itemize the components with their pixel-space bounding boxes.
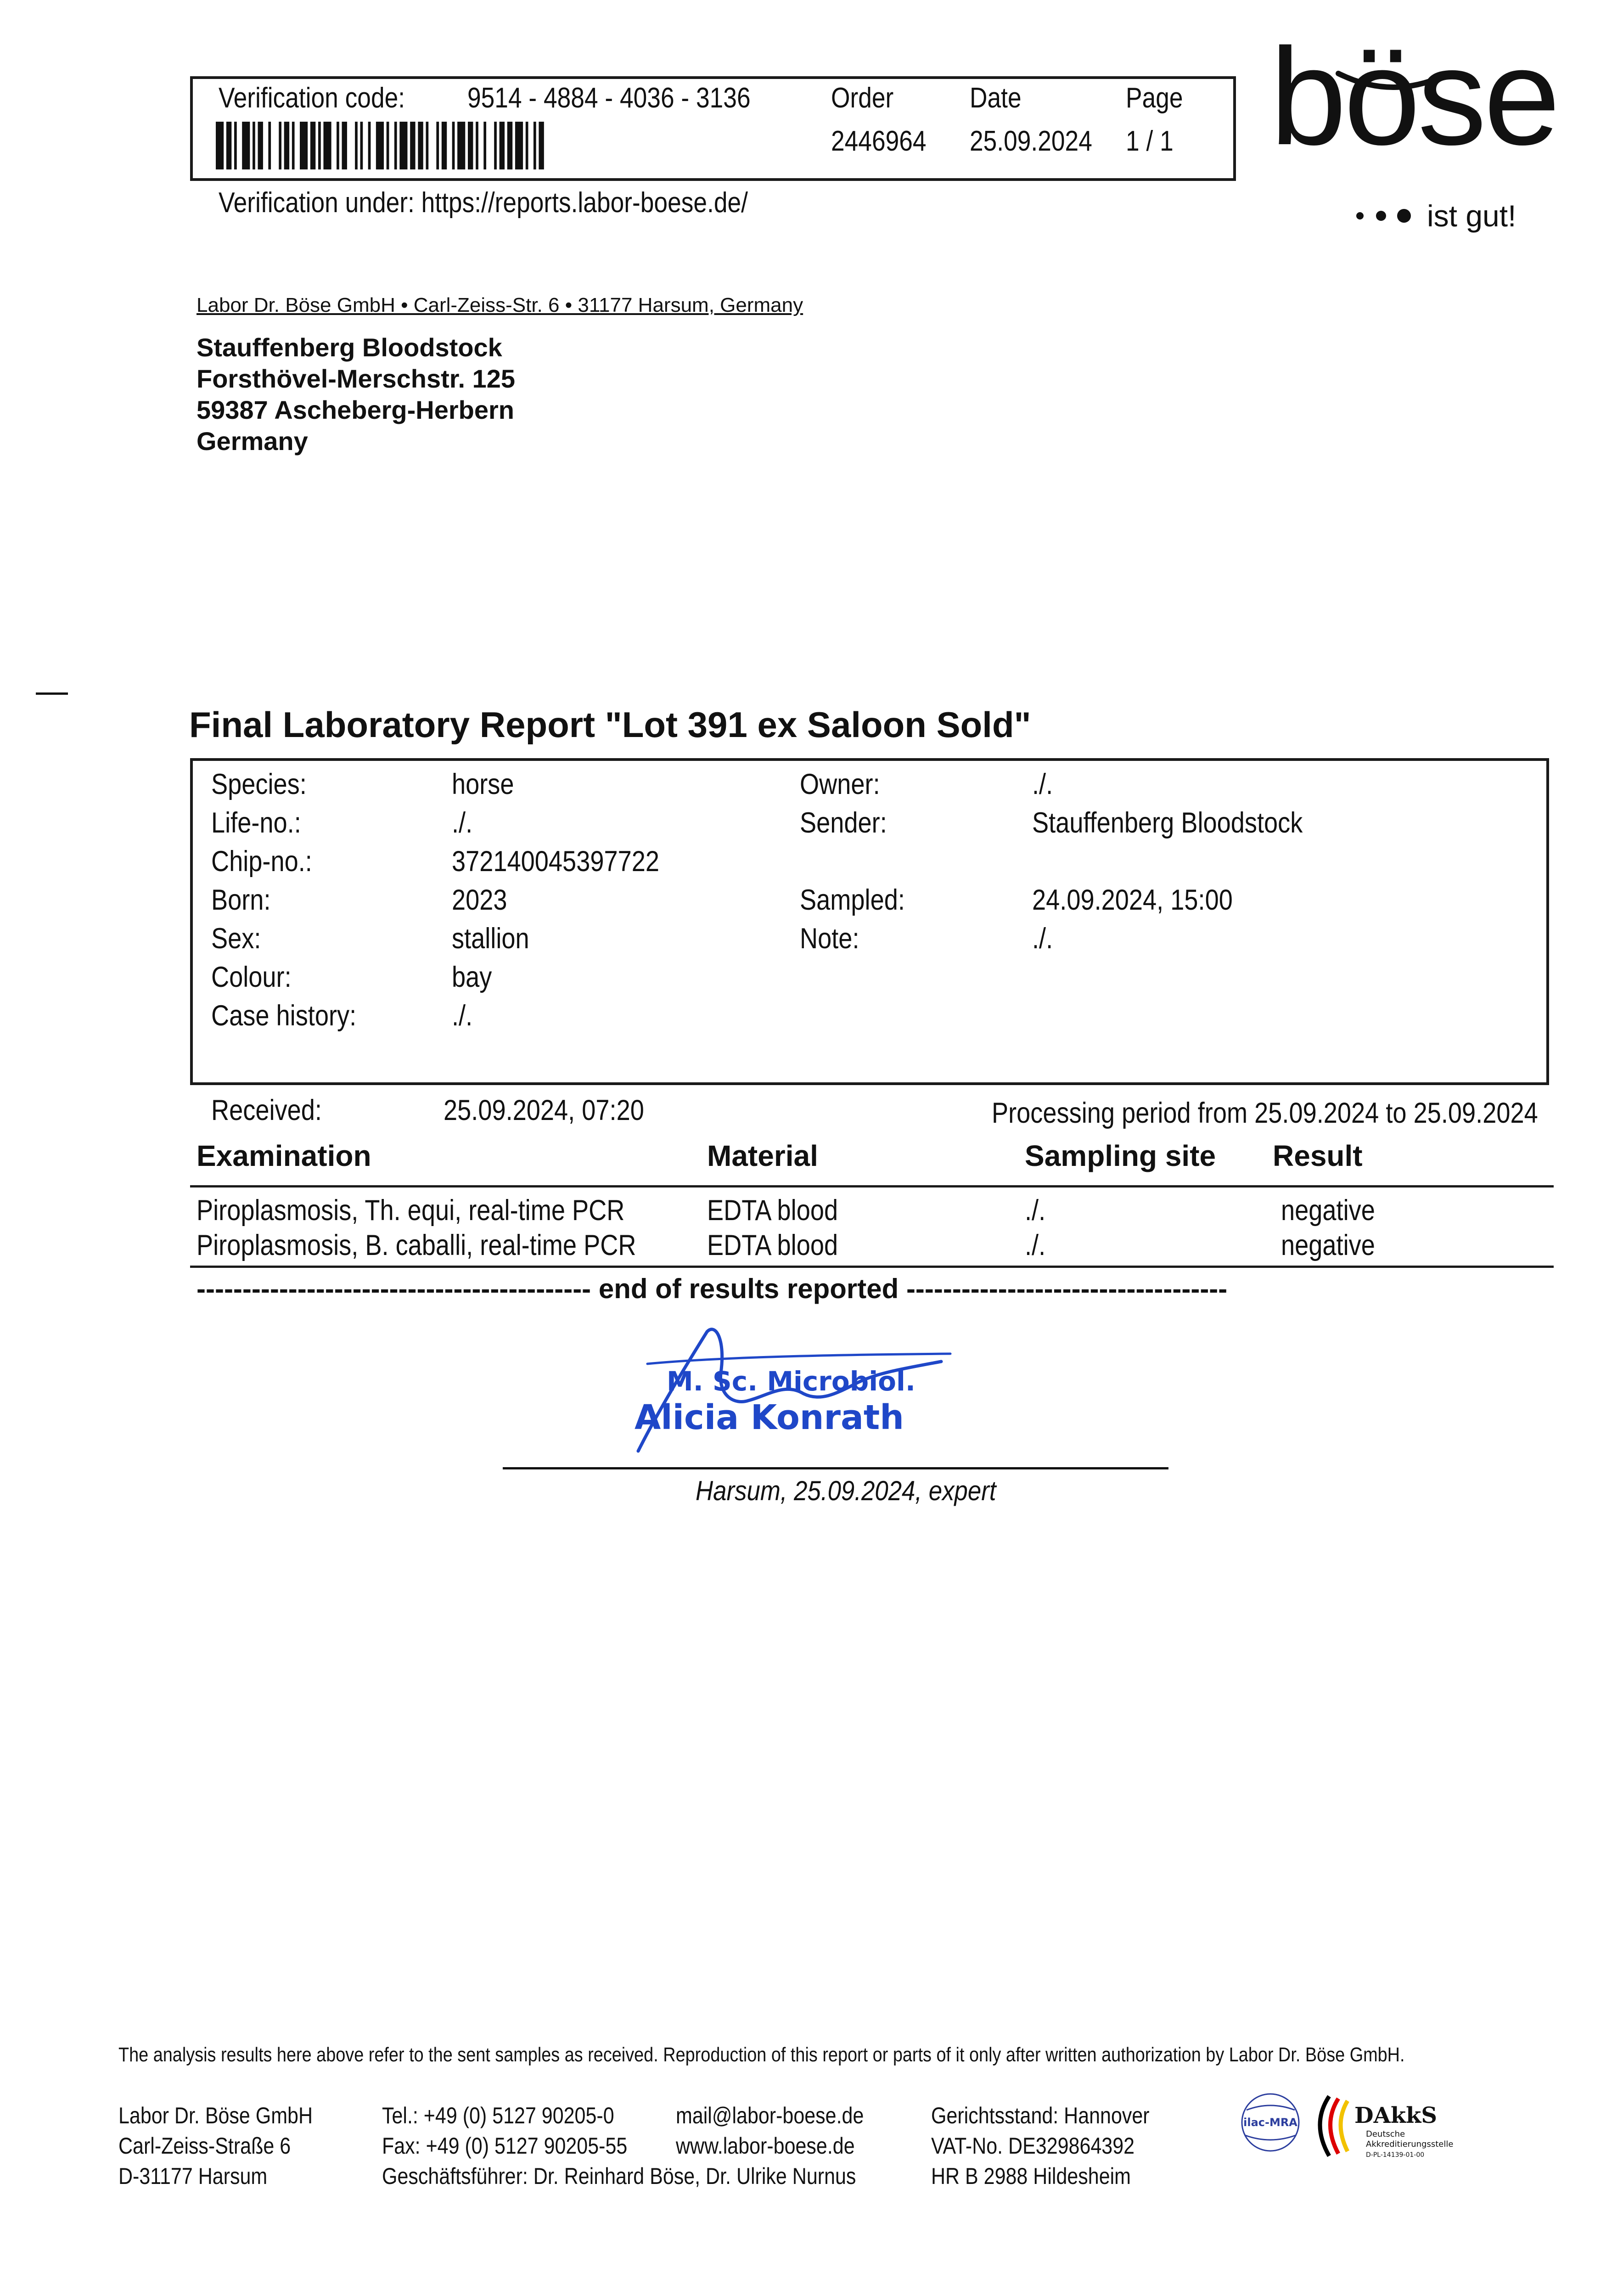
stamp-title: M. Sc. Microbiol. [667,1366,915,1397]
sampled-label: Sampled: [800,884,905,916]
footer-vat: VAT-No. DE329864392 [931,2133,1135,2159]
footer-jurisdiction: Gerichtsstand: Hannover [931,2103,1150,2128]
colour-label: Colour: [211,961,292,993]
life-no-value: ./. [452,807,473,839]
signature-caption: Harsum, 25.09.2024, expert [696,1475,996,1506]
verification-url: Verification under: https://reports.labor-boese.de/ [219,187,748,219]
page-label: Page [1126,82,1183,114]
recipient-city: 59387 Ascheberg-Herbern [197,395,515,424]
owner-label: Owner: [800,768,880,800]
born-value: 2023 [452,884,507,916]
stamp-name: Alicia Konrath [635,1398,904,1437]
column-header-sampling-site: Sampling site [1025,1139,1216,1172]
note-label: Note: [800,923,859,955]
barcode-image [216,122,552,169]
row-1-material: EDTA blood [707,1194,838,1227]
case-history-value: ./. [452,1000,473,1032]
case-history-label: Case history: [211,1000,357,1032]
recipient-street: Forsthövel-Merschstr. 125 [197,364,516,393]
footer-city: D-31177 Harsum [118,2163,268,2189]
signature-rule [503,1467,1168,1469]
row-2-sampling-site: ./. [1025,1229,1046,1261]
life-no-label: Life-no.: [211,807,301,839]
received-label: Received: [211,1094,322,1126]
sender-value: Stauffenberg Bloodstock [1032,807,1303,839]
row-2-material: EDTA blood [707,1229,838,1261]
logo-dots-icon [1354,197,1423,225]
species-label: Species: [211,768,307,800]
date-label: Date [970,82,1022,114]
species-value: horse [452,768,514,800]
page-value: 1 / 1 [1126,125,1174,157]
disclaimer-text: The analysis results here above refer to the sent samples as received. Reproduction of this report or parts of it only after written authorization by Labor Dr. Böse GmbH. [118,2043,1405,2066]
row-1-result: negative [1281,1194,1375,1227]
svg-text:DAkkS: DAkkS [1354,2103,1438,2128]
row-1-sampling-site: ./. [1025,1194,1046,1227]
footer-company: Labor Dr. Böse GmbH [118,2103,313,2128]
table-header-rule [190,1185,1554,1187]
svg-text:D-PL-14139-01-00: D-PL-14139-01-00 [1366,2151,1425,2159]
colour-value: bay [452,961,492,993]
note-value: ./. [1032,923,1053,955]
svg-text:ilac-MRA: ilac-MRA [1243,2116,1297,2129]
footer-street: Carl-Zeiss-Straße 6 [118,2133,291,2159]
fold-mark [36,692,68,695]
verification-code-label: Verification code: [219,82,405,114]
row-2-examination: Piroplasmosis, B. caballi, real-time PCR [197,1229,636,1261]
chip-no-value: 372140045397722 [452,845,659,878]
chip-no-label: Chip-no.: [211,845,312,878]
footer-register: HR B 2988 Hildesheim [931,2163,1131,2189]
table-bottom-rule [190,1266,1554,1268]
svg-text:Deutsche: Deutsche [1366,2129,1405,2139]
sender-address-line: Labor Dr. Böse GmbH • Carl-Zeiss-Str. 6 • 31177 Harsum, Germany [197,294,803,316]
column-header-result: Result [1273,1139,1363,1172]
footer-fax: Fax: +49 (0) 5127 90205-55 [382,2133,628,2159]
recipient-name: Stauffenberg Bloodstock [197,333,502,362]
dakks-logo [1311,2087,1467,2165]
end-of-results-line: ------------------------------------------- end of results reported ----------------------------------- [197,1273,1228,1304]
owner-value: ./. [1032,768,1053,800]
born-label: Born: [211,884,271,916]
sender-label: Sender: [800,807,887,839]
logo-smile-icon [1334,69,1453,96]
logo-slogan: ist gut! [1427,199,1516,233]
recipient-country: Germany [197,427,308,456]
report-title: Final Laboratory Report "Lot 391 ex Saloon Sold" [189,704,1031,745]
signature-stamp [629,1313,1015,1465]
column-header-material: Material [707,1139,818,1172]
column-header-examination: Examination [197,1139,371,1172]
footer-email[interactable]: mail@labor-boese.de [676,2103,864,2128]
footer-website[interactable]: www.labor-boese.de [676,2133,855,2159]
ilac-mra-logo [1240,2092,1302,2154]
footer-managing-directors: Geschäftsführer: Dr. Reinhard Böse, Dr. Ulrike Nurnus [382,2163,856,2189]
sampled-value: 24.09.2024, 15:00 [1032,884,1233,916]
order-label: Order [831,82,894,114]
received-value: 25.09.2024, 07:20 [444,1094,644,1126]
svg-text:Akkreditierungsstelle: Akkreditierungsstelle [1366,2139,1454,2149]
date-value: 25.09.2024 [970,125,1092,157]
sex-label: Sex: [211,923,261,955]
boese-logo: böse [1270,19,1558,174]
footer-phone: Tel.: +49 (0) 5127 90205-0 [382,2103,614,2128]
row-1-examination: Piroplasmosis, Th. equi, real-time PCR [197,1194,625,1227]
row-2-result: negative [1281,1229,1375,1261]
sex-value: stallion [452,923,529,955]
processing-period: Processing period from 25.09.2024 to 25.09.2024 [992,1097,1538,1129]
verification-code-value: 9514 - 4884 - 4036 - 3136 [467,82,751,114]
order-value: 2446964 [831,125,927,157]
